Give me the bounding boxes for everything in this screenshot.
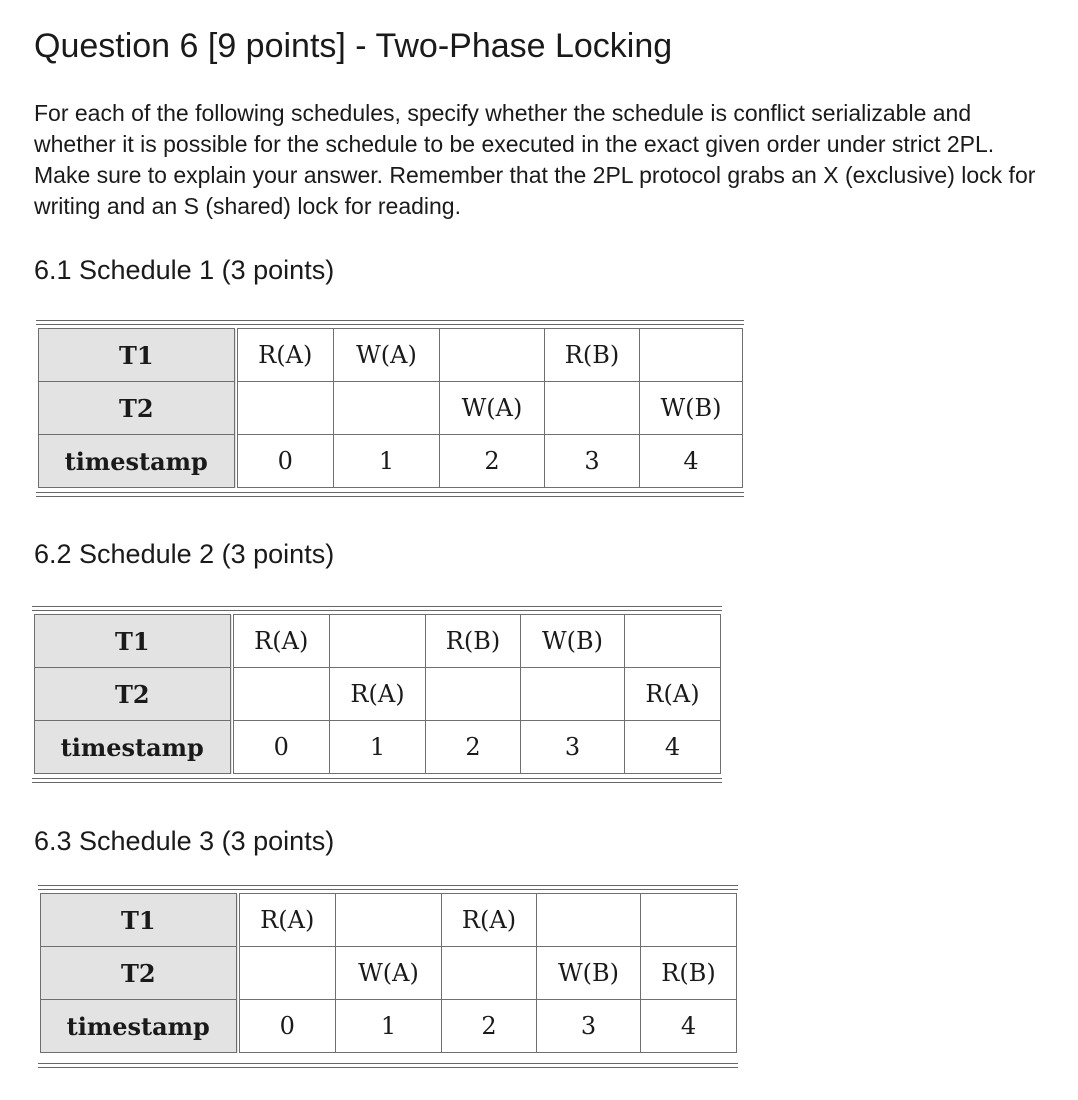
cell: 2 (440, 435, 545, 488)
cell: 1 (336, 1000, 442, 1053)
cell: W(B) (521, 615, 625, 668)
cell: R(A) (442, 894, 537, 947)
question-title: Question 6 [9 points] - Two-Phase Locking (34, 27, 673, 65)
schedule-1-heading: 6.1 Schedule 1 (3 points) (34, 255, 335, 285)
schedule-1-row-t2 (39, 382, 743, 435)
row-label: T2 (35, 668, 232, 721)
schedule-3-table (40, 893, 737, 1053)
cell: W(A) (336, 947, 442, 1000)
cell (640, 329, 743, 382)
cell (336, 894, 442, 947)
cell (442, 947, 537, 1000)
cell: 3 (537, 1000, 641, 1053)
cell (232, 668, 330, 721)
schedule-2-row-t1 (35, 615, 721, 668)
schedule-2-table (34, 614, 721, 774)
schedule-2-row-timestamp (35, 721, 721, 774)
cell: 2 (442, 1000, 537, 1053)
cell: R(A) (238, 894, 336, 947)
schedule-1-table (38, 328, 743, 488)
cell: 1 (330, 721, 426, 774)
cell: 0 (232, 721, 330, 774)
cell: R(B) (545, 329, 640, 382)
cell: 3 (545, 435, 640, 488)
cell (236, 382, 334, 435)
cell: 4 (640, 435, 743, 488)
schedule-3-table-container (38, 885, 738, 1071)
schedule-1-row-timestamp (39, 435, 743, 488)
cell: R(A) (232, 615, 330, 668)
row-label: timestamp (39, 435, 236, 488)
row-label: T1 (39, 329, 236, 382)
row-label: T1 (41, 894, 238, 947)
cell: 4 (625, 721, 721, 774)
row-label: timestamp (41, 1000, 238, 1053)
schedule-2-row-t2 (35, 668, 721, 721)
cell (334, 382, 440, 435)
cell: W(B) (640, 382, 743, 435)
cell: R(B) (641, 947, 737, 1000)
cell (625, 615, 721, 668)
cell (330, 615, 426, 668)
cell (521, 668, 625, 721)
cell: W(B) (537, 947, 641, 1000)
cell: 0 (236, 435, 334, 488)
cell: 1 (334, 435, 440, 488)
cell: 0 (238, 1000, 336, 1053)
schedule-3-row-timestamp (41, 1000, 737, 1053)
schedule-2-table-container (32, 606, 722, 786)
schedule-3-row-t1 (41, 894, 737, 947)
schedule-3-heading: 6.3 Schedule 3 (3 points) (34, 826, 335, 856)
cell (545, 382, 640, 435)
row-label: T2 (39, 382, 236, 435)
cell (537, 894, 641, 947)
cell: W(A) (334, 329, 440, 382)
schedule-2-heading: 6.2 Schedule 2 (3 points) (34, 539, 335, 569)
cell: R(B) (426, 615, 521, 668)
cell: R(A) (330, 668, 426, 721)
cell: 3 (521, 721, 625, 774)
cell (238, 947, 336, 1000)
cell (641, 894, 737, 947)
row-label: T1 (35, 615, 232, 668)
cell: 2 (426, 721, 521, 774)
question-instructions: For each of the following schedules, specify whether the schedule is conflict serializable and whether it is possible for the schedule to be executed in the exact given order under strict 2PL. Make sure to explain your answer. Remember that the 2PL protocol grabs an X (exclusive) lock for writing and an S (shared) lock for reading. (34, 100, 1036, 219)
cell: W(A) (440, 382, 545, 435)
cell: R(A) (236, 329, 334, 382)
schedule-1-table-container (36, 320, 744, 500)
schedule-1-row-t1 (39, 329, 743, 382)
cell: R(A) (625, 668, 721, 721)
schedule-3-row-t2 (41, 947, 737, 1000)
cell: 4 (641, 1000, 737, 1053)
row-label: timestamp (35, 721, 232, 774)
cell (426, 668, 521, 721)
row-label: T2 (41, 947, 238, 1000)
cell (440, 329, 545, 382)
